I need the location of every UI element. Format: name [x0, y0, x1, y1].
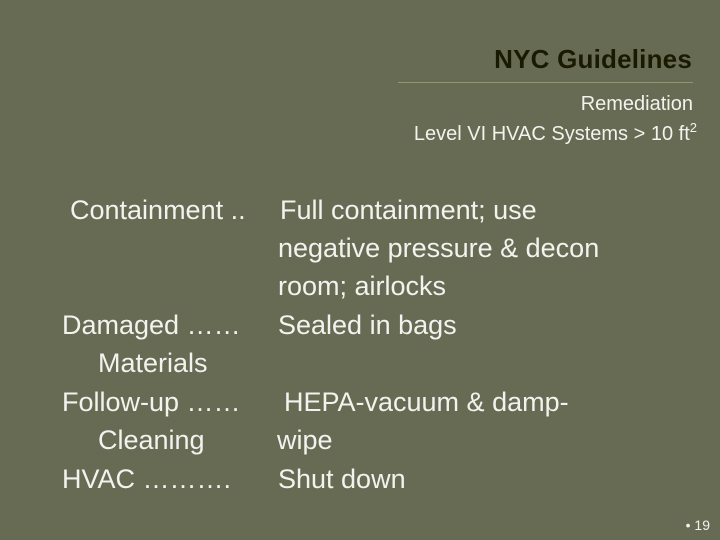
- row-label-containment: Containment ..: [70, 195, 246, 225]
- row-label-damaged-cont: Materials: [98, 348, 208, 378]
- row-value-followup-line2: wipe: [277, 425, 333, 455]
- row-value-containment-line1: Full containment; use: [280, 195, 537, 225]
- row-value-damaged: Sealed in bags: [278, 310, 457, 340]
- row-label-damaged: Damaged ……: [62, 310, 241, 340]
- page-number: • 19: [685, 517, 710, 533]
- row-label-hvac: HVAC ……….: [62, 464, 232, 494]
- title-underline: [398, 82, 693, 83]
- row-label-followup: Follow-up ……: [62, 387, 241, 417]
- slide-title: NYC Guidelines: [494, 44, 692, 74]
- row-value-containment-line3: room; airlocks: [278, 271, 447, 301]
- subtitle-remediation: Remediation: [580, 93, 693, 115]
- subtitle-level-text: Level VI HVAC Systems > 10 ft: [413, 123, 690, 145]
- subtitle-level: [413, 120, 697, 146]
- subtitle-superscript: 2: [689, 120, 697, 135]
- row-value-containment-line2: negative pressure & decon: [278, 233, 600, 263]
- row-label-followup-cont: Cleaning: [98, 425, 205, 455]
- row-value-followup-line1: HEPA-vacuum & damp-: [284, 387, 569, 417]
- row-value-hvac: Shut down: [278, 464, 406, 494]
